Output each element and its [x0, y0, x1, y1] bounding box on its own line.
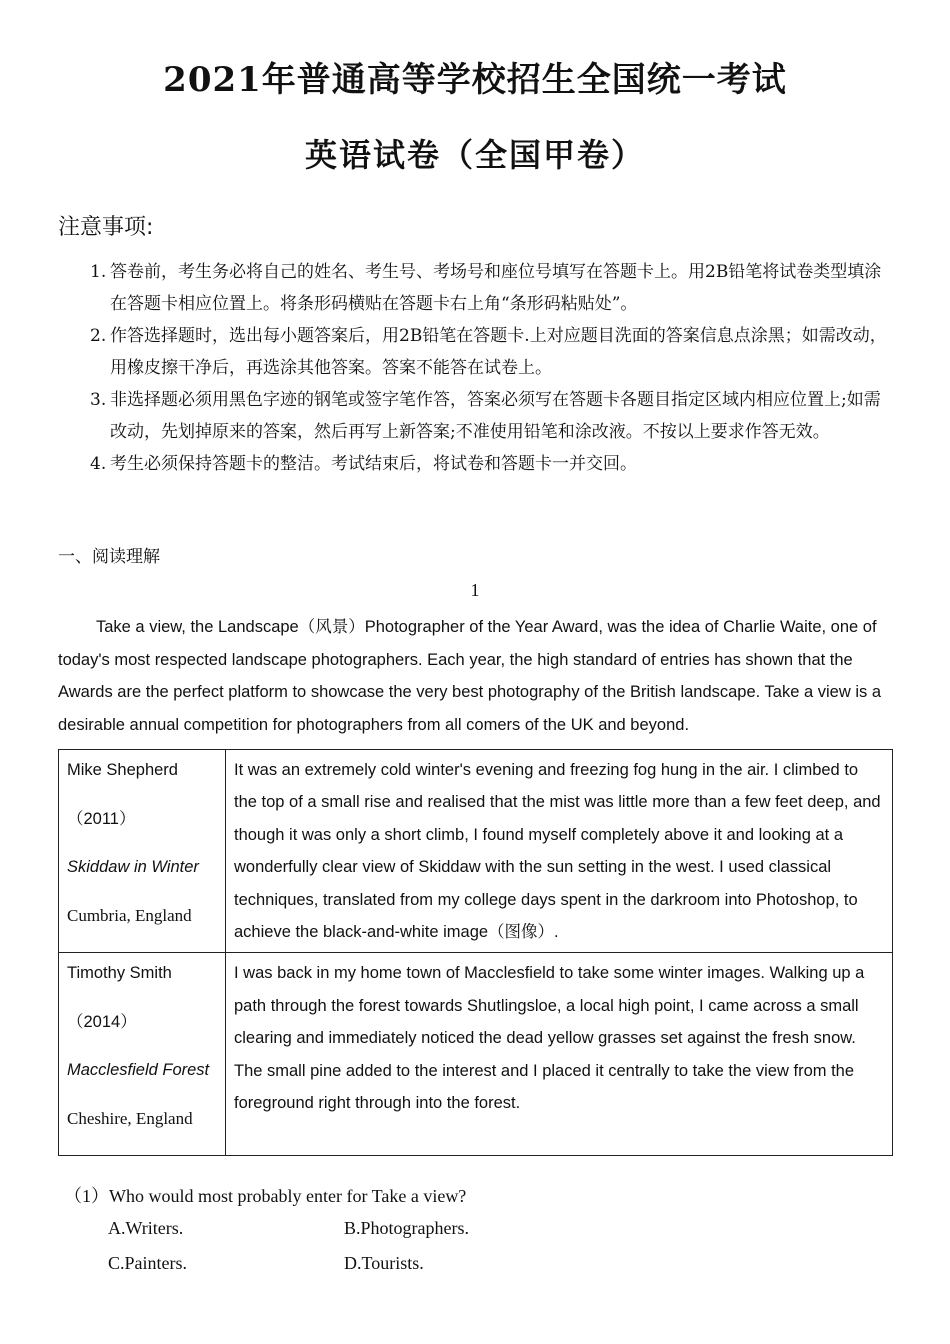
table-row: [59, 750, 893, 953]
entry-place: Cheshire, England: [67, 1108, 193, 1128]
entry-text: I was back in my home town of Macclesfield to take some winter images. Walking up a path through the forest towards Shutlingsloe, a local high point, I came across a small clearing and immediately noticed the dead yellow grasses set against the fresh snow. The small pine added to the interest and I placed it centrally to take the view from the foreground right through into the forest.: [226, 953, 893, 1156]
notice-heading: 注意事项:: [58, 215, 154, 240]
notice-number: 3.: [90, 390, 107, 410]
entry-work: Skiddaw in Winter: [67, 858, 199, 876]
entry-place: Cumbria, England: [67, 905, 192, 925]
table-row: [59, 953, 893, 1156]
entry-info-cell: [59, 953, 226, 1156]
passage-number: 1: [470, 580, 480, 600]
option-d: D.Tourists.: [344, 1253, 424, 1273]
entry-text: It was an extremely cold winter's evening and freezing fog hung in the air. I climbed to the top of a small rise and realised that the mist was little more than a few feet deep, and though it was only a short climb, I found myself completely above it and looking at a wonderfully clear view of Skiddaw with the sun setting in the west. I used classical techniques, translated from my college days spent in the darkroom into Photoshop, to achieve the black-and-white image（图像）.: [226, 750, 893, 953]
notice-text: 考生必须保持答题卡的整洁。考试结束后，将试卷和答题卡一并交回。: [110, 454, 637, 474]
option-a: A.Writers.: [108, 1218, 184, 1238]
entry-year: （2014）: [67, 1012, 137, 1031]
notice-text: 作答选择题时，选出每小题答案后，用2B铅笔在答题卡.上对应题目洗面的答案信息点涂黑；如需改动，用橡皮擦干净后，再选涂其他答案。答案不能答在试卷上。: [110, 326, 887, 378]
notice-number: 4.: [90, 454, 107, 474]
notice-number: 1.: [90, 262, 107, 282]
section-title: 一、阅读理解: [58, 547, 160, 567]
passage-intro: Take a view, the Landscape（风景）Photographer of the Year Award, was the idea of Charlie Waite, one of today's most respected landscape photographers. Each year, the high standard of entries has shown that the Awards are the perfect platform to showcase the very best photography of the British landscape. Take a view is a desirable annual competition for photographers from all comers of the UK and beyond.: [58, 618, 882, 734]
notice-item: [90, 320, 890, 384]
notice-item: [90, 384, 890, 448]
entry-work: Macclesfield Forest: [67, 1061, 210, 1080]
notice-list: [90, 256, 890, 480]
notice-item: [90, 448, 890, 480]
entry-name: Timothy Smith: [67, 964, 172, 983]
entry-info-cell: [59, 750, 226, 953]
entries-table: [58, 749, 893, 1156]
exam-title: 2021年普通高等学校招生全国统一考试: [163, 60, 787, 100]
notice-item: [90, 256, 890, 320]
entry-name: Mike Shepherd: [67, 761, 178, 779]
notice-text: 答卷前，考生务必将自己的姓名、考生号、考场号和座位号填写在答题卡上。用2B铅笔将试卷类型填涂在答题卡相应位置上。将条形码横贴在答题卡右上角“条形码粘贴处”。: [110, 262, 882, 314]
question-stem: （1）Who would most probably enter for Take a view?: [64, 1186, 467, 1206]
notice-text: 非选择题必须用黑色字迹的钢笔或签字笔作答，答案必须写在答题卡各题目指定区域内相应位置上;如需改动，先划掉原来的答案，然后再写上新答案;不准使用铅笔和涂改液。不按以上要求作答无效。: [110, 390, 881, 442]
notice-number: 2.: [90, 326, 107, 346]
option-b: B.Photographers.: [344, 1218, 469, 1238]
entry-year: （2011）: [67, 809, 136, 828]
option-c: C.Painters.: [108, 1253, 187, 1273]
exam-subtitle: 英语试卷（全国甲卷）: [304, 136, 645, 174]
